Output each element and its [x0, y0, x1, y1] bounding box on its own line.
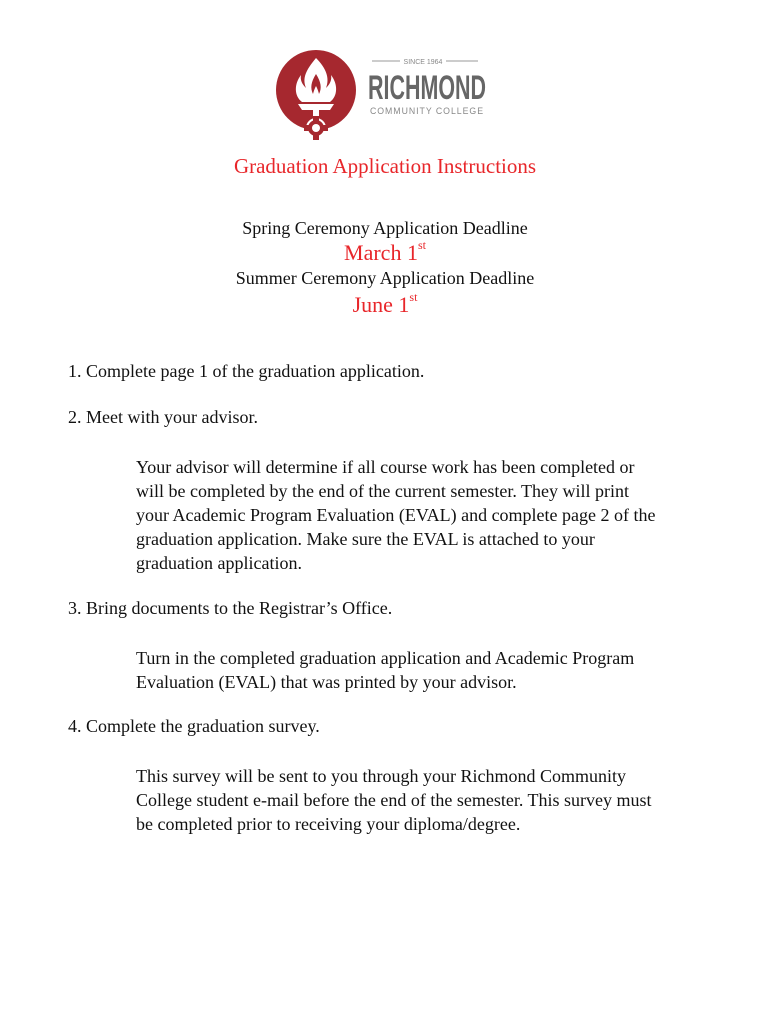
step-4-detail-line: This survey will be sent to you through your Richmond Community [136, 766, 626, 786]
logo-name: RICHMOND [368, 69, 486, 107]
step-3-heading: 3. Bring documents to the Registrar’s Office. [68, 598, 393, 618]
page-title: Graduation Application Instructions [233, 154, 537, 178]
step-3-detail-line: Evaluation (EVAL) that was printed by your advisor. [136, 672, 517, 692]
summer-deadline-label: Summer Ceremony Application Deadline [235, 268, 535, 288]
step-2-detail-line: your Academic Program Evaluation (EVAL) and complete page 2 of the [136, 505, 656, 525]
step-2-detail-line: graduation application. Make sure the EVAL is attached to your [136, 529, 595, 549]
step-4-detail-line: College student e-mail before the end of the semester. This survey must [136, 790, 652, 810]
summer-deadline-date: June 1st [352, 289, 418, 317]
spring-deadline-label: Spring Ceremony Application Deadline [242, 218, 528, 238]
step-3-detail [136, 646, 736, 694]
logo-since-text: SINCE 1964 [403, 59, 443, 66]
step-2-heading: 2. Meet with your advisor. [68, 407, 258, 427]
step-2-detail-line: Your advisor will determine if all course work has been completed or [136, 457, 635, 477]
step-1-heading: 1. Complete page 1 of the graduation application. [68, 361, 425, 381]
step-4-detail [136, 764, 736, 836]
college-logo [276, 44, 490, 146]
step-3-detail-line: Turn in the completed graduation application and Academic Program [136, 648, 635, 668]
step-4-detail-line: be completed prior to receiving your diploma/degree. [136, 814, 521, 834]
logo-subtitle: COMMUNITY COLLEGE [370, 106, 484, 116]
step-2-detail-line: will be completed by the end of the current semester. They will print [136, 481, 630, 501]
flame-gear-logo-icon [276, 44, 490, 146]
step-4-heading: 4. Complete the graduation survey. [68, 716, 320, 736]
step-2-detail [136, 455, 736, 575]
step-2-detail-line: graduation application. [136, 553, 302, 573]
spring-deadline-date: March 1st [344, 237, 426, 265]
